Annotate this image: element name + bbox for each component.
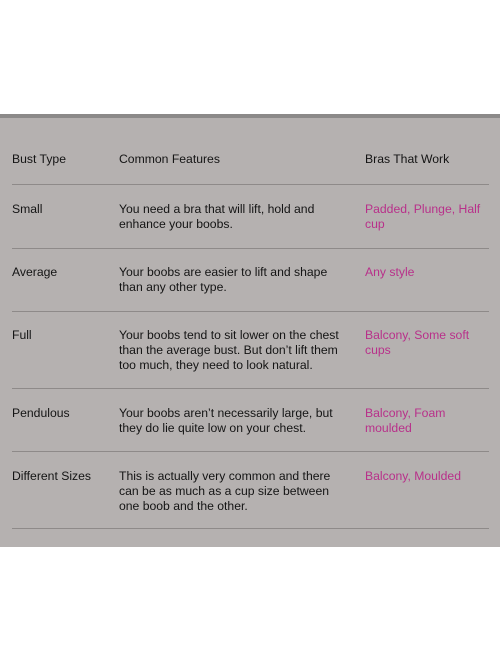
- bras-cell: Balcony, Some soft cups: [365, 328, 470, 357]
- bras-cell: Balcony, Moulded: [365, 469, 461, 483]
- bust-type-cell: Full: [12, 328, 32, 342]
- table-divider: [12, 184, 489, 185]
- header-common-features: Common Features: [119, 152, 220, 166]
- bra-guide-table: [0, 114, 500, 547]
- table-divider: [12, 528, 489, 529]
- features-cell: You need a bra that will lift, hold and enhance your boobs.: [119, 202, 315, 231]
- bust-type-cell: Average: [12, 265, 58, 279]
- table-divider: [12, 388, 489, 389]
- features-cell: This is actually very common and there can be as much as a cup size between one boob and the other.: [119, 469, 331, 513]
- bust-type-cell: Small: [12, 202, 43, 216]
- bras-cell: Any style: [365, 265, 415, 279]
- table-divider: [12, 248, 489, 249]
- features-cell: Your boobs aren’t necessarily large, but they do lie quite low on your chest.: [119, 406, 333, 435]
- header-bust-type: Bust Type: [12, 152, 66, 166]
- bust-type-cell: Different Sizes: [12, 469, 92, 483]
- bras-cell: Padded, Plunge, Half cup: [365, 202, 481, 231]
- bras-cell: Balcony, Foam moulded: [365, 406, 446, 435]
- table-divider: [12, 311, 489, 312]
- header-bras-that-work: Bras That Work: [365, 152, 450, 166]
- features-cell: Your boobs tend to sit lower on the chest than the average bust. But don’t lift them too much, they need to look natural.: [119, 328, 339, 372]
- table-divider: [12, 451, 489, 452]
- bust-type-cell: Pendulous: [12, 406, 70, 420]
- features-cell: Your boobs are easier to lift and shape than any other type.: [119, 265, 328, 294]
